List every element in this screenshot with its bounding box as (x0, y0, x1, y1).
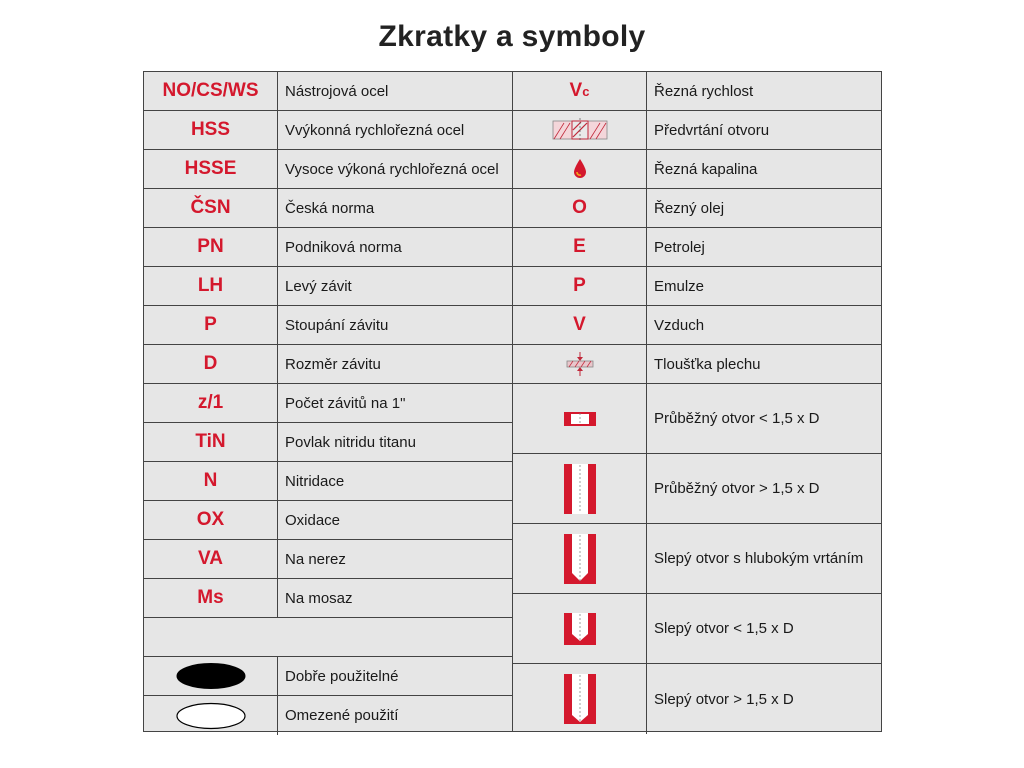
description-cell: Řezná kapalina (654, 160, 758, 178)
table-row (144, 189, 512, 228)
symbol-cell (144, 657, 278, 695)
right-table (512, 71, 882, 732)
sheet-thickness-icon (565, 351, 595, 377)
description-cell: Nitridace (285, 472, 345, 490)
table-row (144, 111, 512, 150)
description-cell: Průběžný otvor > 1,5 x D (654, 480, 820, 497)
table-row (513, 72, 881, 111)
description-cell: Stoupání závitu (285, 316, 389, 334)
filled-ellipse-icon (176, 662, 246, 690)
through-hole-short-icon (563, 411, 597, 427)
description-cell: Oxidace (285, 511, 341, 529)
table-row (513, 594, 881, 664)
symbol-cell (513, 72, 647, 110)
left-table (143, 71, 513, 732)
symbol-cell (513, 150, 647, 188)
description-cell: Rozměr závitu (285, 355, 381, 373)
description-cell: Na mosaz (285, 589, 353, 607)
table-row (144, 384, 512, 423)
symbol-cell: VA (144, 540, 278, 578)
symbol-cell: LH (144, 267, 278, 305)
description-cell: Vysoce výkoná rychlořezná ocel (285, 160, 499, 178)
table-row (144, 579, 512, 618)
legend-row (144, 657, 512, 696)
table-row (144, 267, 512, 306)
blind-hole-long-icon (563, 673, 597, 725)
table-row (144, 462, 512, 501)
table-row (513, 664, 881, 734)
table-row (144, 228, 512, 267)
symbol-cell: P (144, 306, 278, 344)
description-cell: Řezná rychlost (654, 82, 754, 100)
table-row (513, 111, 881, 150)
table-row (513, 345, 881, 384)
drop-icon (572, 158, 588, 180)
description-cell: Tloušťka plechu (654, 355, 761, 373)
description-cell: Vvýkonná rychlořezná ocel (285, 121, 465, 139)
table-row (144, 72, 512, 111)
symbol-cell: ČSN (144, 189, 278, 227)
cutting-speed-symbol: V (569, 80, 583, 101)
table-row (144, 345, 512, 384)
description-cell: Podniková norma (285, 238, 402, 256)
symbol-cell: z/1 (144, 384, 278, 422)
empty-row (144, 618, 512, 657)
table-row (513, 384, 881, 454)
description-cell: Dobře použitelné (285, 667, 399, 685)
symbol-cell (513, 524, 647, 593)
table-row (513, 267, 881, 306)
description-cell: Emulze (654, 277, 705, 295)
symbol-cell: Ms (144, 579, 278, 617)
table-row (144, 423, 512, 462)
description-cell: Na nerez (285, 550, 346, 568)
description-cell: Omezené použití (285, 707, 399, 724)
symbol-cell (144, 696, 278, 735)
description-cell: Počet závitů na 1" (285, 394, 406, 412)
table-row (513, 228, 881, 267)
symbol-cell: PN (144, 228, 278, 266)
description-cell: Předvrtání otvoru (654, 121, 770, 139)
description-cell: Průběžný otvor < 1,5 x D (654, 410, 820, 427)
symbol-cell: O (513, 189, 647, 227)
empty-ellipse-icon (176, 702, 246, 730)
symbol-cell: OX (144, 501, 278, 539)
symbol-cell (513, 454, 647, 523)
table-row (144, 501, 512, 540)
description-cell: Slepý otvor < 1,5 x D (654, 620, 794, 637)
table-row (513, 306, 881, 345)
description-cell: Slepý otvor > 1,5 x D (654, 690, 794, 708)
page-title: Zkratky a symboly (378, 20, 646, 53)
symbol-cell: HSS (144, 111, 278, 149)
cutting-speed-subscript: c (582, 83, 590, 99)
table-row (144, 306, 512, 345)
symbol-cell (513, 111, 647, 149)
symbol-cell: P (513, 267, 647, 305)
description-cell: Povlak nitridu titanu (285, 433, 416, 451)
empty-cell (144, 618, 512, 656)
description-cell: Vzduch (654, 316, 705, 334)
table-row (513, 150, 881, 189)
symbol-cell: D (144, 345, 278, 383)
description-cell: Levý závit (285, 277, 352, 295)
predrilling-icon (552, 117, 608, 143)
symbol-cell: V (513, 306, 647, 344)
table-row (513, 454, 881, 524)
symbol-cell (513, 594, 647, 663)
table-row (144, 540, 512, 579)
symbol-cell: TiN (144, 423, 278, 461)
through-hole-long-icon (563, 463, 597, 515)
table-row (513, 524, 881, 594)
symbol-cell: HSSE (144, 150, 278, 188)
table-row (513, 189, 881, 228)
symbol-cell: N (144, 462, 278, 500)
description-cell: Petrolej (654, 238, 705, 256)
symbol-cell (513, 664, 647, 734)
description-cell: Řezný olej (654, 199, 725, 217)
blind-hole-deep-icon (563, 533, 597, 585)
blind-hole-short-icon (563, 612, 597, 646)
symbol-cell: E (513, 228, 647, 266)
table-row (144, 150, 512, 189)
symbol-cell (513, 345, 647, 383)
symbol-cell: NO/CS/WS (144, 72, 278, 110)
legend-row (144, 696, 512, 735)
description-cell: Nástrojová ocel (285, 82, 389, 100)
description-cell: Česká norma (285, 199, 375, 217)
description-cell: Slepý otvor s hlubokým vrtáním (654, 550, 864, 567)
symbol-cell (513, 384, 647, 453)
